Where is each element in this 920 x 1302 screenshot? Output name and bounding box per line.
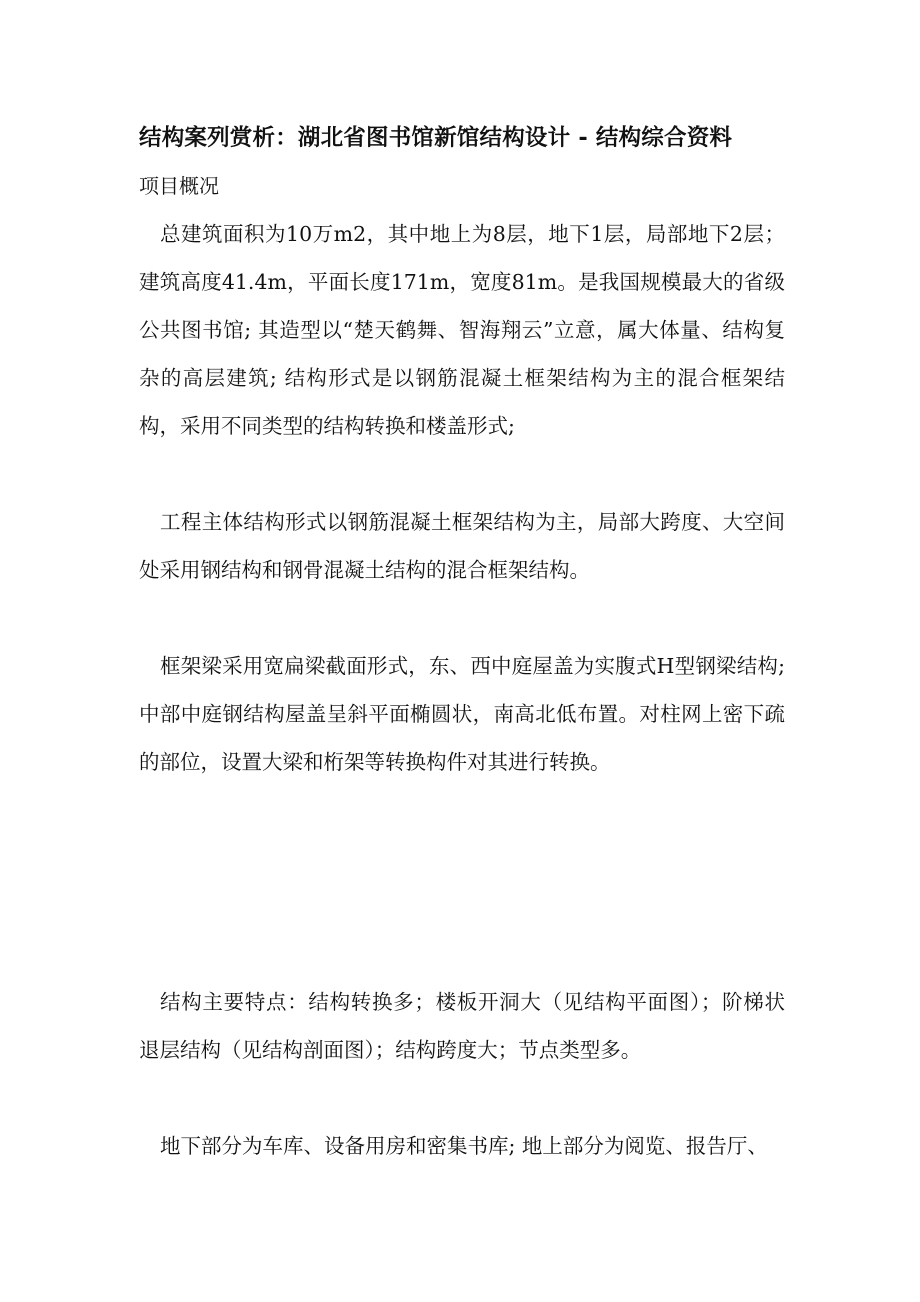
section-heading: 项目概况 <box>139 174 219 198</box>
paragraph: 工程主体结构形式以钢筋混凝土框架结构为主，局部大跨度、大空间处采用钢结构和钢骨混凝土结构的混合框架结构。 <box>139 510 785 582</box>
paragraph: 结构主要特点：结构转换多；楼板开洞大（见结构平面图）；阶梯状退层结构（见结构剖面图）；结构跨度大；节点类型多。 <box>139 990 785 1062</box>
paragraph: 地下部分为车库、设备用房和密集书库; 地上部分为阅览、报告厅、 <box>160 1134 768 1158</box>
paragraph: 总建筑面积为10万m2，其中地上为8层，地下1层，局部地下2层；建筑高度41.4m，平面长度171m，宽度81m。是我国规模最大的省级公共图书馆; 其造型以“楚天鹤舞、智海翔云”立意，属大体量、结构复杂的高层建筑; 结构形式是以钢筋混凝土框架结构为主的混合框架结构，采用不同类型的结构转换和楼盖形式; <box>139 222 785 438</box>
paragraph: 框架梁采用宽扁梁截面形式，东、西中庭屋盖为实腹式H型钢梁结构; 中部中庭钢结构屋盖呈斜平面椭圆状，南高北低布置。对柱网上密下疏的部位，设置大梁和桁架等转换构件对其进行转换。 <box>139 654 785 774</box>
document-title: 结构案列赏析：湖北省图书馆新馆结构设计 - 结构综合资料 <box>139 125 733 151</box>
